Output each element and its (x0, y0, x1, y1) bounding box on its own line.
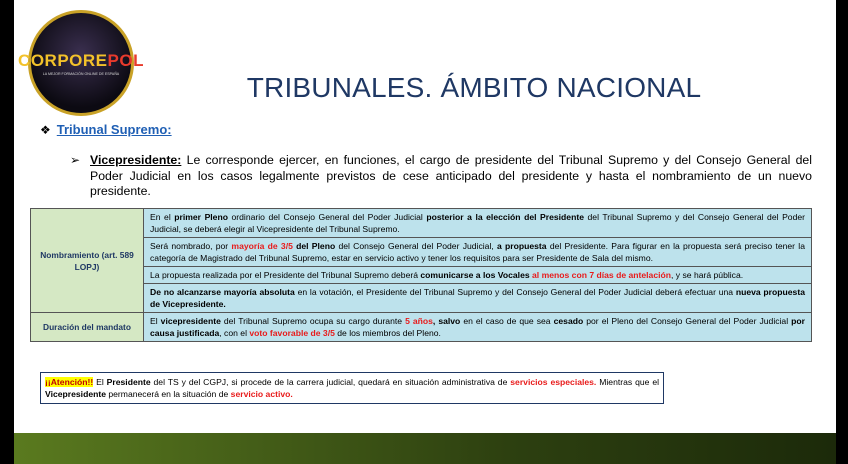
cell-text: en la votación, el Presidente del Tribunal Supremo y del Consejo General del Poder Judicial deberá efectuar una (294, 287, 736, 297)
vicepresidente-term: Vicepresidente: (90, 153, 182, 167)
diamond-bullet-icon: ❖ (40, 123, 51, 137)
cell-bold: por causa justificada (150, 316, 805, 338)
tribunal-supremo-link[interactable]: Tribunal Supremo: (56, 122, 172, 137)
cell-bold: cesado (553, 316, 584, 326)
cell-text: por el Pleno del Consejo General del Poder Judicial (583, 316, 792, 326)
vicepresidente-table (30, 208, 812, 342)
logo-part1: CORPORE (18, 50, 108, 70)
cell-text: del Presidente. Para figurar en la propuesta será preciso tener la categoría de Magistrado del Tribunal Supremo, estar en servicio activo y tener los requisitos para ser Presidente de Sala del mismo. (150, 241, 805, 263)
cell-text: de los miembros del Pleno. (334, 328, 441, 338)
cell-bold: nueva propuesta de Vicepresidente. (150, 287, 805, 309)
cell-bold: comunicarse a los Vocales (420, 270, 530, 280)
arrow-bullet-icon: ➢ (70, 153, 81, 167)
logo-wordmark (18, 51, 144, 71)
nombramiento-cell-2 (144, 238, 812, 267)
attention-bold: Vicepresidente (45, 389, 106, 399)
vicepresidente-description: Le corresponde ejercer, en funciones, el cargo de presidente del Tribunal Supremo y del Consejo General del Poder Judicial en los casos legalmente previstos de cese anticipado del presidente y hasta el nombramiento de un nuevo presidente. (90, 153, 812, 198)
attention-red: servicios especiales. (510, 377, 597, 387)
vicepresidente-paragraph (70, 153, 812, 200)
cell-bold: , salvo (432, 316, 461, 326)
attention-box (40, 372, 664, 404)
cell-bold: posterior a la elección del Presidente (426, 212, 584, 222)
logo-tagline: LA MEJOR FORMACIÓN ONLINE DE ESPAÑA (42, 71, 120, 76)
cell-text: La propuesta realizada por el Presidente del Tribunal Supremo deberá (150, 270, 421, 280)
cell-text: , con el (219, 328, 250, 338)
duracion-cell (144, 313, 812, 342)
cell-bold: primer Pleno (174, 212, 228, 222)
corporepol-logo (18, 10, 144, 116)
cell-text: El (150, 316, 161, 326)
cell-text: del Consejo General del Poder Judicial, (335, 241, 497, 251)
attention-text: permanecerá en la situación de (105, 389, 231, 399)
logo-part2: POL (107, 50, 144, 70)
cell-red: voto favorable de 3/5 (249, 328, 335, 338)
attention-label: ¡¡Atención!! (45, 377, 94, 387)
cell-text: Será nombrado, por (150, 241, 232, 251)
cell-text: , y se hará pública. (671, 270, 744, 280)
cell-bold: De no alcanzarse mayoría absoluta (150, 287, 295, 297)
cell-bold: del Pleno (292, 241, 336, 251)
cell-red: al menos con 7 días de antelación (529, 270, 672, 280)
attention-text: del TS y del CGPJ, si procede de la carrera judicial, quedará en situación administrativa de (150, 377, 511, 387)
cell-text: en el caso de que sea (460, 316, 554, 326)
cell-bold: vicepresidente (160, 316, 221, 326)
cell-text: ordinario del Consejo General del Poder Judicial (227, 212, 427, 222)
table-row (31, 267, 812, 284)
table-row (31, 238, 812, 267)
cell-red: 5 años (405, 316, 433, 326)
vicepresidente-text (90, 153, 812, 200)
cell-text: del Tribunal Supremo ocupa su cargo durante (220, 316, 406, 326)
slide-title: TRIBUNALES. ÁMBITO NACIONAL (246, 72, 702, 103)
attention-red: servicio activo. (230, 389, 293, 399)
cell-bold: a propuesta (497, 241, 547, 251)
section-heading (40, 122, 172, 137)
table-row (31, 209, 812, 238)
attention-text: El (93, 377, 107, 387)
cell-text: del Tribunal Supremo y del Consejo General del Poder Judicial, se deberá elegir al Vicepresidente del Tribunal Supremo. (150, 212, 805, 234)
table-row (31, 284, 812, 313)
table-row (31, 313, 812, 342)
cell-text: En el (150, 212, 175, 222)
nombramiento-cell-3 (144, 267, 812, 284)
duracion-header: Duración del mandato (31, 313, 144, 342)
footer-bar (14, 433, 836, 464)
nombramiento-cell-1 (144, 209, 812, 238)
attention-text: Mientras que el (596, 377, 660, 387)
cell-red: mayoría de 3/5 (231, 241, 293, 251)
slide (14, 0, 836, 464)
attention-bold: Presidente (106, 377, 151, 387)
nombramiento-header: Nombramiento (art. 589 LOPJ) (31, 209, 144, 313)
nombramiento-cell-4 (144, 284, 812, 313)
